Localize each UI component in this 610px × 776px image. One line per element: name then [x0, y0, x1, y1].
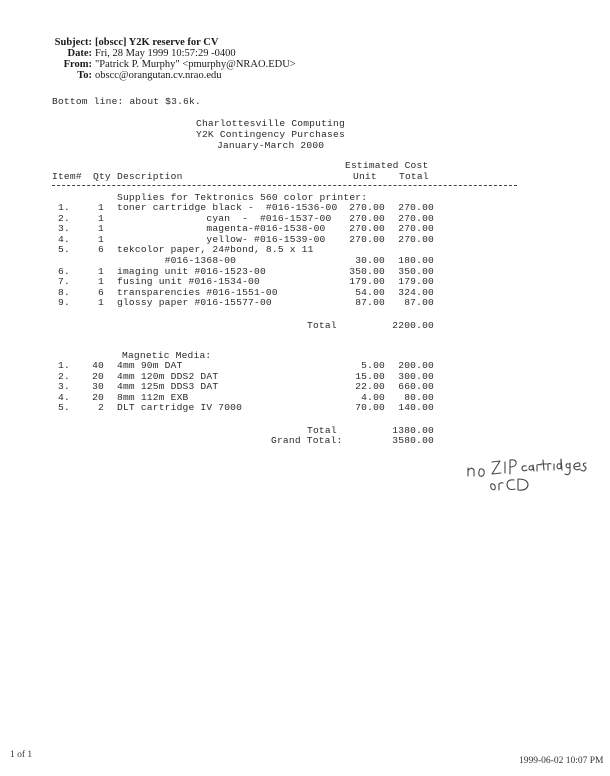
- section2-row-unit-cell: 4.00: [361, 391, 385, 403]
- grand-total-label: Grand Total:: [271, 435, 343, 446]
- page-indicator: 1 of 1: [10, 750, 33, 760]
- section2-total-value: 1380.00: [392, 425, 434, 436]
- section1-row-unit-cell: 30.00: [355, 255, 385, 266]
- title-line-2: Y2K Contingency Purchases: [196, 129, 345, 140]
- section2-row-total-cell: 80.00: [404, 391, 434, 403]
- section2-row-unit-cell: 22.00: [355, 381, 385, 393]
- header-divider: [52, 185, 517, 186]
- section2-row-qty-cell: 20: [92, 370, 104, 382]
- handwritten-note: [462, 448, 592, 500]
- section1-row-desc-cell: imaging unit #016-1523-00: [117, 265, 266, 277]
- section2-row-unit-cell: 5.00: [361, 360, 385, 371]
- section1-row-total-cell: 350.00: [398, 265, 434, 277]
- section1-row-qty-cell: 1: [98, 297, 104, 309]
- section1-row-item-cell: 7.: [58, 276, 70, 288]
- print-timestamp: 1999-06-02 10:07 PM: [519, 756, 604, 766]
- section2-total-label: Total: [307, 425, 337, 436]
- section1-row-item-cell: 3.: [58, 223, 70, 235]
- section1-row-desc-cell: transparencies #016-1551-00: [117, 286, 278, 298]
- title-line-1: Charlottesville Computing: [196, 118, 345, 129]
- section1-row-qty-cell: 1: [98, 276, 104, 288]
- section2-row-item-cell: 1.: [58, 360, 70, 371]
- section1-row-desc-cell: yellow- #016-1539-00: [117, 233, 326, 245]
- total-header: Total: [399, 171, 429, 182]
- section1-row-unit-cell: 179.00: [349, 276, 385, 288]
- estimated-cost-header: Estimated Cost: [345, 160, 429, 171]
- title-line-3: January-March 2000: [217, 140, 325, 151]
- section1-row-unit-cell: 270.00: [349, 212, 385, 224]
- from-label: From:: [63, 59, 92, 70]
- section1-total-value: 2200.00: [392, 320, 434, 331]
- unit-header: Unit: [353, 171, 377, 182]
- section1-row-total-cell: 270.00: [398, 202, 434, 213]
- email-from: "Patrick P. Murphy" <pmurphy@NRAO.EDU>: [95, 59, 296, 70]
- section1-row-desc-cell: toner cartridge black - #016-1536-00: [117, 202, 338, 213]
- section2-row-desc-cell: 4mm 125m DDS3 DAT: [117, 381, 219, 393]
- section2-row-unit-cell: 70.00: [355, 402, 385, 414]
- section1-row-qty-cell: 1: [98, 233, 104, 245]
- to-label: To:: [77, 70, 92, 81]
- section1-row-unit-cell: 270.00: [349, 223, 385, 235]
- bottom-line: Bottom line: about $3.6k.: [52, 96, 201, 107]
- section1-row-unit-cell: 87.00: [355, 297, 385, 309]
- section2-row-desc-cell: DLT cartridge IV 7000: [117, 402, 243, 414]
- email-date: Fri, 28 May 1999 10:57:29 -0400: [95, 48, 236, 59]
- section1-row-unit-cell: 350.00: [349, 265, 385, 277]
- section1-row-total-cell: 87.00: [404, 297, 434, 309]
- section1-row-unit-cell: 270.00: [349, 202, 385, 213]
- section2-row-total-cell: 300.00: [398, 370, 434, 382]
- section2-row-item-cell: 3.: [58, 381, 70, 393]
- section2-row-item-cell: 5.: [58, 402, 70, 414]
- section1-row-item-cell: 4.: [58, 233, 70, 245]
- section2-row-total-cell: 140.00: [398, 402, 434, 414]
- section1-row-qty-cell: 1: [98, 265, 104, 277]
- section1-row-qty-cell: 6: [98, 244, 104, 256]
- section1-row-total-cell: 270.00: [398, 212, 434, 224]
- description-header: Description: [117, 171, 183, 182]
- section2-heading: Magnetic Media:: [122, 350, 212, 361]
- section2-row-item-cell: 2.: [58, 370, 70, 382]
- section2-row-qty-cell: 40: [92, 360, 104, 371]
- email-to: obscc@orangutan.cv.nrao.edu: [95, 70, 222, 81]
- section1-row-desc-cell: magenta-#016-1538-00: [117, 223, 326, 235]
- item-header: Item#: [52, 171, 82, 182]
- section1-row-qty-cell: 6: [98, 286, 104, 298]
- section1-row-item-cell: 8.: [58, 286, 70, 298]
- section1-row-desc-cell: cyan - #016-1537-00: [117, 212, 332, 224]
- section1-row-qty-cell: 1: [98, 212, 104, 224]
- section1-row-item-cell: 1.: [58, 202, 70, 213]
- email-subject: [obscc] Y2K reserve for CV: [95, 37, 219, 48]
- section1-total-label: Total: [307, 320, 337, 331]
- section1-row-qty-cell: 1: [98, 202, 104, 213]
- section1-row-item-cell: 6.: [58, 265, 70, 277]
- section1-row-unit-cell: 54.00: [355, 286, 385, 298]
- section2-row-qty-cell: 20: [92, 391, 104, 403]
- section1-heading: Supplies for Tektronics 560 color printer:: [117, 192, 368, 203]
- section1-row-item-cell: 9.: [58, 297, 70, 309]
- section1-row-total-cell: 324.00: [398, 286, 434, 298]
- section1-row-total-cell: 270.00: [398, 233, 434, 245]
- section1-row-qty-cell: 1: [98, 223, 104, 235]
- section1-row-desc-cell: #016-1368-00: [117, 255, 237, 266]
- section1-row-total-cell: 180.00: [398, 255, 434, 266]
- section2-row-item-cell: 4.: [58, 391, 70, 403]
- section1-row-unit-cell: 270.00: [349, 233, 385, 245]
- section2-row-total-cell: 200.00: [398, 360, 434, 371]
- section1-row-total-cell: 179.00: [398, 276, 434, 288]
- subject-label: Subject:: [54, 37, 92, 48]
- section1-row-item-cell: 2.: [58, 212, 70, 224]
- section1-row-total-cell: 270.00: [398, 223, 434, 235]
- section2-row-unit-cell: 15.00: [355, 370, 385, 382]
- section2-row-qty-cell: 30: [92, 381, 104, 393]
- grand-total-value: 3580.00: [392, 435, 434, 446]
- section2-row-desc-cell: 4mm 90m DAT: [117, 360, 183, 371]
- section2-row-desc-cell: 8mm 112m EXB: [117, 391, 189, 403]
- section1-row-item-cell: 5.: [58, 244, 70, 256]
- section1-row-desc-cell: fusing unit #016-1534-00: [117, 276, 260, 288]
- section2-row-desc-cell: 4mm 120m DDS2 DAT: [117, 370, 219, 382]
- qty-header: Qty: [93, 171, 111, 182]
- date-label: Date:: [67, 48, 92, 59]
- section1-row-desc-cell: tekcolor paper, 24#bond, 8.5 x 11: [117, 244, 314, 256]
- section2-row-qty-cell: 2: [98, 402, 104, 414]
- section1-row-desc-cell: glossy paper #016-15577-00: [117, 297, 272, 309]
- section2-row-total-cell: 660.00: [398, 381, 434, 393]
